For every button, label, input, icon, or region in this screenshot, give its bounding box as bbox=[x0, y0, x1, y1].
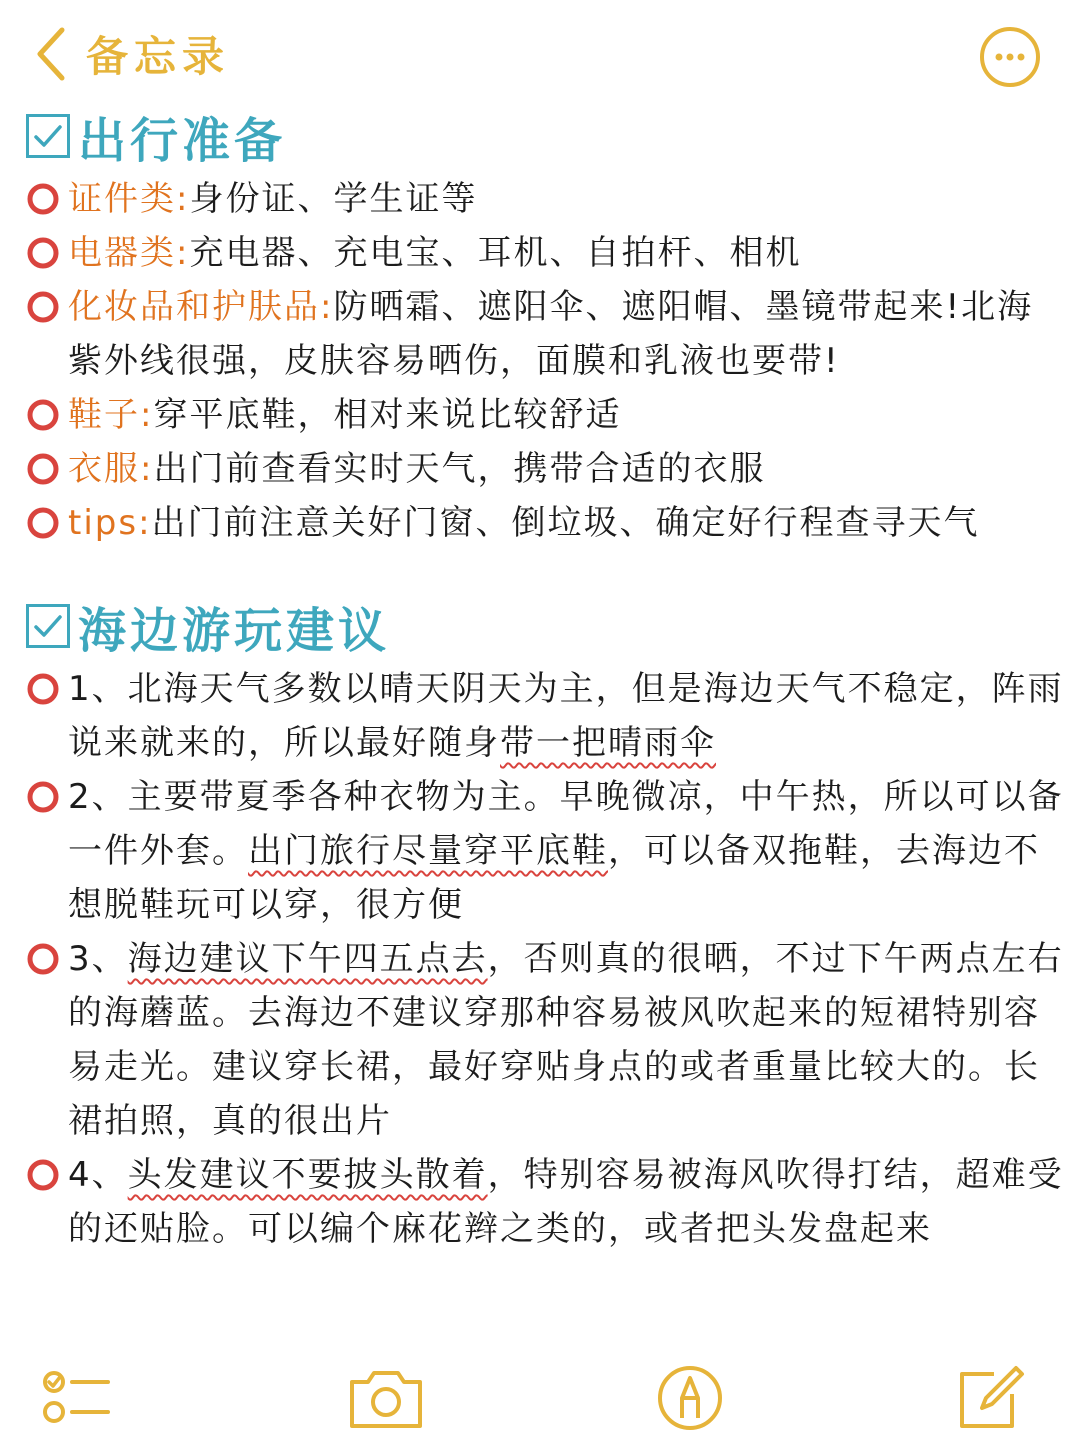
item-label: 证件类: bbox=[68, 179, 190, 219]
item-label: 鞋子: bbox=[68, 395, 154, 435]
prep-list bbox=[24, 172, 1064, 550]
beach-tips-list bbox=[24, 662, 1064, 1256]
section-title: 出行准备 bbox=[78, 112, 287, 169]
markup-button[interactable] bbox=[654, 1362, 726, 1434]
underlined-text: 头发建议不要披头散着 bbox=[127, 1155, 488, 1195]
navigation-bar bbox=[0, 0, 1080, 110]
list-item bbox=[24, 1148, 1064, 1256]
item-text: 1、北海天气多数以晴天阴天为主，但是海边天气不稳定，阵雨说来就来的，所以最好随身 bbox=[68, 669, 1064, 763]
underlined-text: 带一把晴雨伞 bbox=[500, 723, 716, 763]
list-item bbox=[24, 226, 1064, 280]
item-text: 4、 bbox=[68, 1155, 128, 1195]
item-label: tips: bbox=[68, 503, 152, 543]
red-circle-bullet-icon bbox=[26, 672, 60, 706]
list-item bbox=[24, 662, 1064, 770]
item-text: 身份证、学生证等 bbox=[189, 179, 478, 219]
list-item bbox=[24, 388, 1064, 442]
compose-icon bbox=[954, 1362, 1026, 1434]
back-button[interactable] bbox=[34, 22, 230, 86]
red-circle-bullet-icon bbox=[26, 236, 60, 270]
list-item bbox=[24, 442, 1064, 496]
section-heading-travel-prep bbox=[24, 100, 1064, 172]
list-item bbox=[24, 932, 1064, 1148]
list-item bbox=[24, 770, 1064, 932]
item-text: ，可以备双拖鞋，去海边不想脱鞋玩可以穿，很方便 bbox=[68, 831, 1040, 925]
list-item bbox=[24, 280, 1064, 388]
underlined-text: 海边建议下午四五点去 bbox=[127, 939, 488, 979]
item-text: 出门前注意关好门窗、倒垃圾、确定好行程查寻天气 bbox=[151, 503, 980, 543]
red-circle-bullet-icon bbox=[26, 942, 60, 976]
red-circle-bullet-icon bbox=[26, 452, 60, 486]
section-title: 海边游玩建议 bbox=[78, 602, 391, 659]
item-text: 2、主要带夏季各种衣物为主。早晚微凉，中午热，所以可以备一件外套。 bbox=[68, 777, 1064, 871]
list-item bbox=[24, 496, 1064, 550]
bottom-toolbar bbox=[0, 1350, 1080, 1440]
section-heading-beach-tips bbox=[24, 590, 1064, 662]
camera-button[interactable] bbox=[346, 1362, 418, 1434]
red-circle-bullet-icon bbox=[26, 182, 60, 216]
item-text: 出门前查看实时天气，携带合适的衣服 bbox=[153, 449, 766, 489]
markup-pen-icon bbox=[654, 1362, 726, 1434]
note-content[interactable] bbox=[24, 100, 1064, 1256]
ellipsis-circle-icon bbox=[978, 74, 1042, 93]
red-circle-bullet-icon bbox=[26, 506, 60, 540]
red-circle-bullet-icon bbox=[26, 1158, 60, 1192]
camera-icon bbox=[346, 1362, 418, 1434]
red-circle-bullet-icon bbox=[26, 780, 60, 814]
red-circle-bullet-icon bbox=[26, 290, 60, 324]
checklist-icon bbox=[40, 1362, 112, 1434]
back-label: 备忘录 bbox=[86, 32, 231, 81]
item-label: 化妆品和护肤品: bbox=[68, 287, 334, 327]
item-text: 充电器、充电宝、耳机、自拍杆、相机 bbox=[189, 233, 802, 273]
item-text: 穿平底鞋，相对来说比较舒适 bbox=[153, 395, 622, 435]
list-item bbox=[24, 172, 1064, 226]
red-circle-bullet-icon bbox=[26, 398, 60, 432]
underlined-text: 出门旅行尽量穿平底鞋 bbox=[248, 831, 608, 871]
checked-box-icon bbox=[26, 114, 70, 158]
item-text: ，否则真的很晒，不过下午两点左右的海蘑蓝。去海边不建议穿那种容易被风吹起来的短裙特别容易走光。建议穿长裙，最好穿贴身点的或者重量比较大的。长裙拍照，真的很出片 bbox=[68, 939, 1064, 1141]
item-label: 衣服: bbox=[68, 449, 154, 489]
item-text: 防晒霜、遮阳伞、遮阳帽、墨镜带起来!北海紫外线很强，皮肤容易晒伤，面膜和乳液也要带! bbox=[68, 287, 1034, 381]
compose-button[interactable] bbox=[954, 1362, 1026, 1434]
item-text: 3、 bbox=[68, 939, 128, 979]
item-label: 电器类: bbox=[68, 233, 190, 273]
chevron-left-icon bbox=[34, 26, 68, 82]
more-options-button[interactable] bbox=[978, 25, 1042, 89]
item-text: ，特别容易被海风吹得打结，超难受的还贴脸。可以编个麻花辫之类的，或者把头发盘起来 bbox=[68, 1155, 1064, 1249]
checked-box-icon bbox=[26, 604, 70, 648]
checklist-button[interactable] bbox=[40, 1362, 112, 1434]
